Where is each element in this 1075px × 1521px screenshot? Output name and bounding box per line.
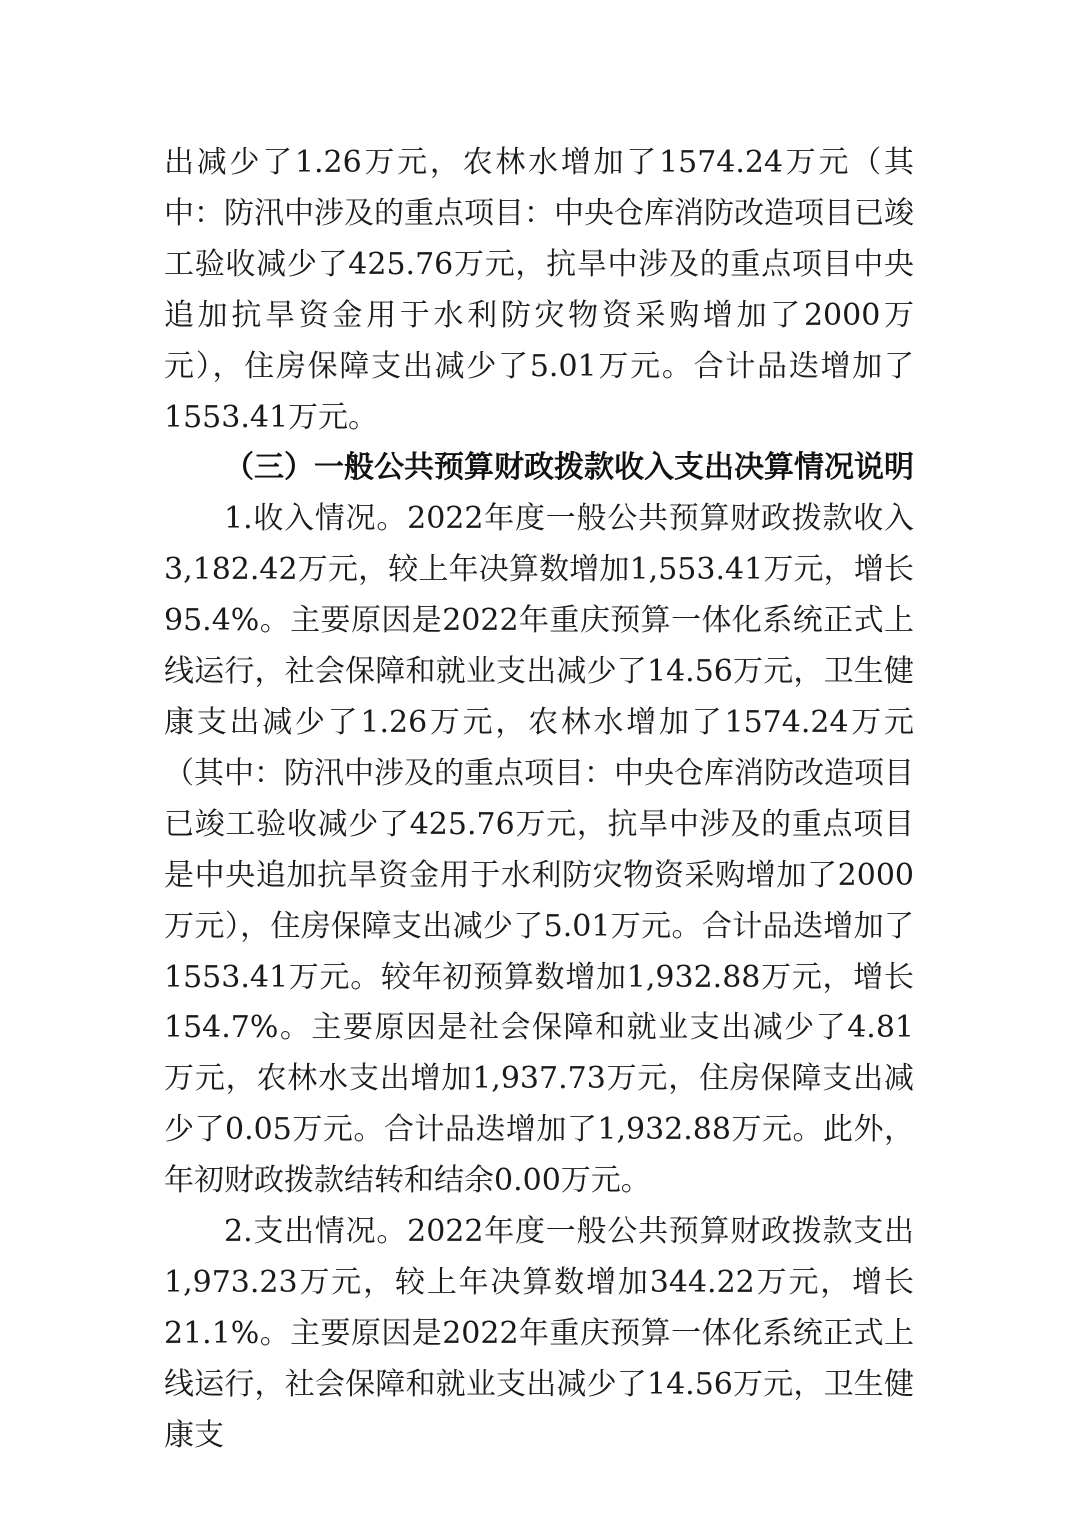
section-heading: （三）一般公共预算财政拨款收入支出决算情况说明	[224, 450, 914, 486]
paragraph-continuation: 出减少了1.26万元，农林水增加了1574.24万元（其中：防汛中涉及的重点项目：中央仓库消防改造项目已竣工验收减少了425.76万元，抗旱中涉及的重点项目中央追加抗旱资金用于水利防灾物资采购增加了2000万元），住房保障支出减少了5.01万元。合计品迭增加了1553.41万元。	[164, 145, 914, 435]
expense-paragraph: 2.支出情况。2022年度一般公共预算财政拨款支出1,973.23万元，较上年决算数增加344.22万元，增长21.1%。主要原因是2022年重庆预算一体化系统正式上线运行，社会保障和就业支出减少了14.56万元，卫生健康支	[164, 1214, 914, 1453]
income-paragraph: 1.收入情况。2022年度一般公共预算财政拨款收入3,182.42万元，较上年决算数增加1,553.41万元，增长95.4%。主要原因是2022年重庆预算一体化系统正式上线运行，社会保障和就业支出减少了14.56万元，卫生健康支出减少了1.26万元，农林水增加了1574.24万元（其中：防汛中涉及的重点项目：中央仓库消防改造项目已竣工验收减少了425.76万元，抗旱中涉及的重点项目是中央追加抗旱资金用于水利防灾物资采购增加了2000万元），住房保障支出减少了5.01万元。合计品迭增加了1553.41万元。较年初预算数增加1,932.88万元，增长154.7%。主要原因是社会保障和就业支出减少了4.81万元，农林水支出增加1,937.73万元，住房保障支出减少了0.05万元。合计品迭增加了1,932.88万元。此外，年初财政拨款结转和结余0.00万元。	[164, 501, 914, 1199]
document-body	[164, 138, 914, 1462]
